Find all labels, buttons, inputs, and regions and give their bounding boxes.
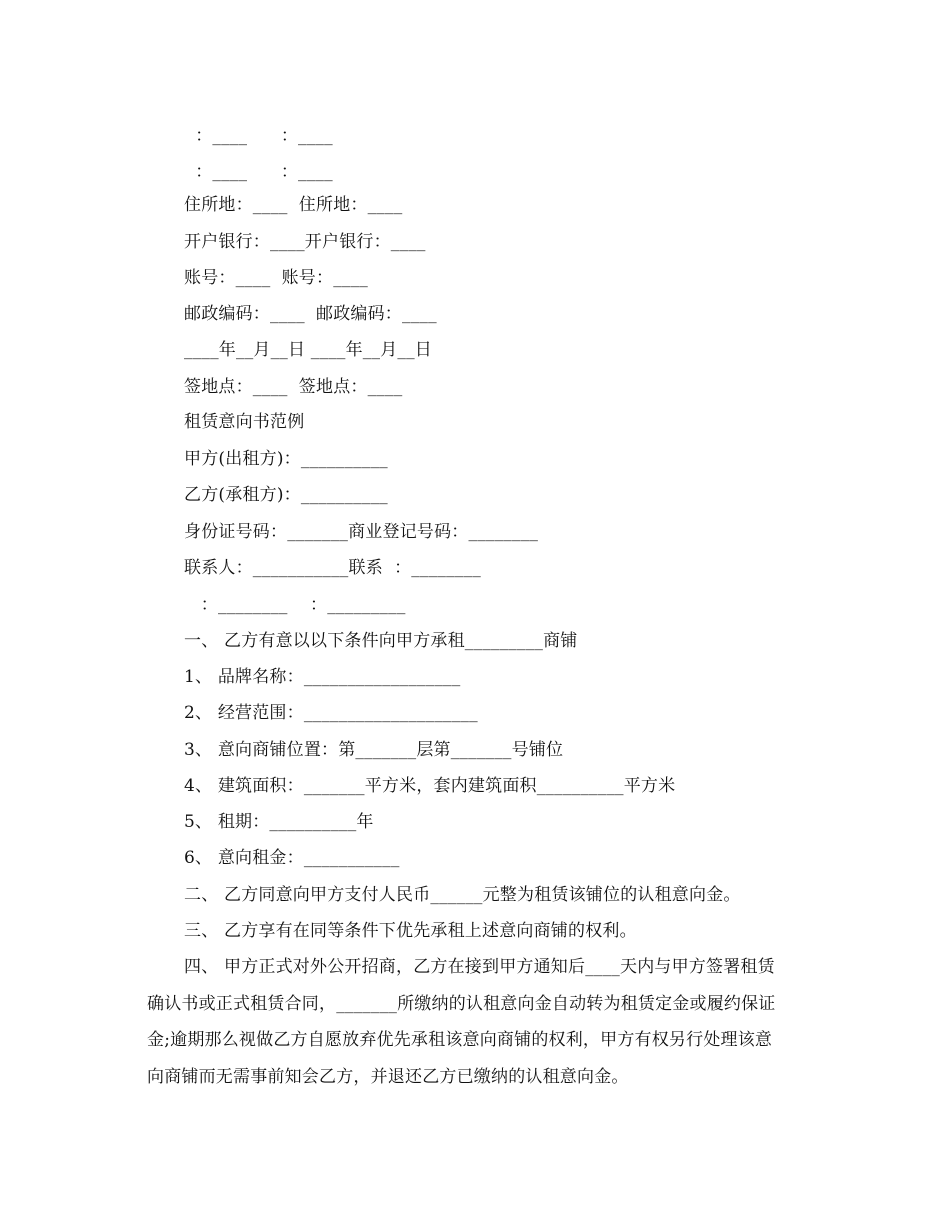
clause-1-item-4: 4、 建筑面积：_______平方米，套内建筑面积__________平方米 [184, 776, 676, 796]
clause-1-item-1: 1、 品牌名称：__________________ [184, 667, 461, 687]
contact-blank-line-1: ：____ ：____ [184, 126, 333, 146]
clause-3: 三、 乙方享有在同等条件下优先承租上述意向商铺的权利。 [184, 921, 637, 941]
clause-1-heading: 一、 乙方有意以以下条件向甲方承租_________商铺 [184, 631, 578, 651]
bank-line: 开户银行：____开户银行：____ [184, 232, 426, 252]
contact-person-line: 联系人：___________联系 ：________ [184, 558, 481, 578]
address-line: 住所地：____ 住所地：____ [184, 195, 403, 215]
account-line: 账号：____ 账号：____ [184, 268, 369, 288]
clause-1-item-3: 3、 意向商铺位置：第_______层第_______号铺位 [184, 740, 564, 760]
signing-place-line: 签地点：____ 签地点：____ [184, 377, 403, 397]
section-title: 租赁意向书范例 [184, 412, 305, 432]
party-a-line: 甲方(出租方)：__________ [184, 449, 388, 469]
clause-4-paragraph: 四、 甲方正式对外公开招商，乙方在接到甲方通知后____天内与甲方签署租赁确认书或正式租赁合同，_______所缴纳的认租意向金自动转为租赁定金或履约保证金;逾期那么视做乙方自愿放弃优先承租该意向商铺的权利，甲方有权另行处理该意向商铺而无需事前知会乙方，并退还乙方已缴纳的认租意向金。 [147, 957, 776, 1087]
contact-blank-line-3: ：________ ：_________ [184, 595, 406, 615]
clause-1-item-5: 5、 租期：__________年 [184, 812, 374, 832]
postcode-line: 邮政编码：____ 邮政编码：____ [184, 304, 437, 324]
id-number-line: 身份证号码：_______商业登记号码：________ [184, 522, 539, 542]
party-b-line: 乙方(承租方)：__________ [184, 485, 388, 505]
clause-1-item-6: 6、 意向租金：___________ [184, 848, 400, 868]
clause-1-item-2: 2、 经营范围：____________________ [184, 703, 478, 723]
clause-2: 二、 乙方同意向甲方支付人民币______元整为租赁该铺位的认租意向金。 [184, 885, 741, 905]
date-line: ____年__月__日 ____年__月__日 [184, 340, 433, 360]
contact-blank-line-2: ：____ ：____ [184, 162, 333, 182]
